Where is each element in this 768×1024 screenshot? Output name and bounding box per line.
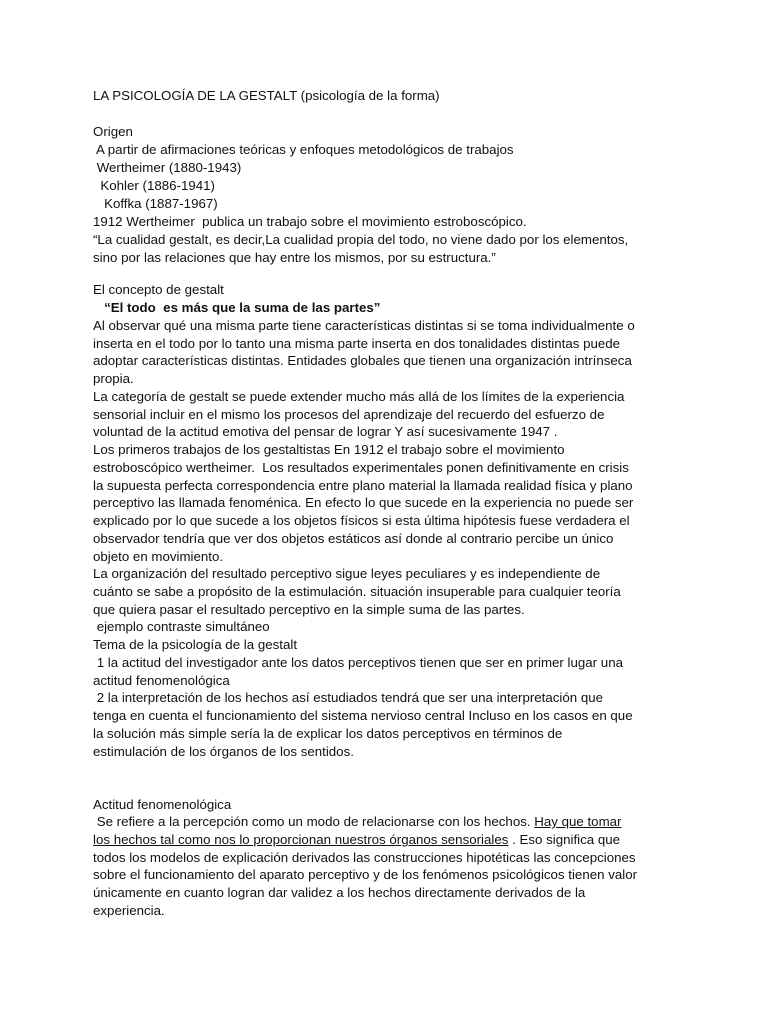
paragraph-line: inserta en el todo por lo tanto una misma parte inserta en dos tonalidades distintas puede	[93, 336, 621, 351]
paragraph-line: observador tendría que ver dos objetos estáticos así donde al contrario percibe un único	[93, 531, 614, 546]
paragraph-line: La organización del resultado perceptivo sigue leyes peculiares y es independiente de	[93, 566, 601, 581]
paragraph-line: experiencia.	[93, 903, 165, 918]
paragraph-line: objeto en movimiento.	[93, 549, 224, 564]
paragraph-line: estimulación de los órganos de los sentidos.	[93, 744, 354, 759]
paragraph-line: sobre el funcionamiento del aparato perceptivo y de los fenómenos psicológicos tienen valor	[93, 867, 638, 882]
paragraph-line: tenga en cuenta el funcionamiento del sistema nervioso central Incluso en los casos en que	[93, 708, 633, 723]
underlined-text: Hay que tomar	[534, 814, 622, 829]
paragraph-line: que quiera pasar el resultado perceptivo en la simple suma de las partes.	[93, 602, 525, 617]
section-heading-origen: Origen	[93, 124, 133, 139]
paragraph-line: Los primeros trabajos de los gestaltistas En 1912 el trabajo sobre el movimiento	[93, 442, 565, 457]
paragraph-line: La categoría de gestalt se puede extender mucho más allá de los límites de la experiencia	[93, 389, 625, 404]
bold-quote: “El todo es más que la suma de las partes”	[93, 300, 381, 315]
paragraph-line: únicamente en cuanto logran dar validez a los hechos directamente derivados de la	[93, 885, 586, 900]
paragraph-line: adoptar características distintas. Entidades globales que tienen una organización intrínseca	[93, 353, 632, 368]
paragraph-line: Kohler (1886-1941)	[93, 178, 215, 193]
paragraph-text: Se refiere a la percepción como un modo de relacionarse con los hechos.	[93, 814, 535, 829]
paragraph-line: cuánto se sabe a propósito de la estimulación. situación insuperable para cualquier teoría	[93, 584, 621, 599]
paragraph-line	[93, 831, 620, 849]
paragraph-line: todos los modelos de explicación derivados las construcciones hipotéticas las concepciones	[93, 850, 636, 865]
paragraph-line: estroboscópico wertheimer. Los resultados experimentales ponen definitivamente en crisis	[93, 460, 629, 475]
paragraph-line: Wertheimer (1880-1943)	[93, 160, 242, 175]
paragraph-line: actitud fenomenológica	[93, 673, 230, 688]
paragraph-line: sino por las relaciones que hay entre los mismos, por su estructura.”	[93, 250, 496, 265]
paragraph-text: . Eso significa que	[508, 832, 621, 847]
section-heading-concepto: El concepto de gestalt	[93, 282, 224, 297]
underlined-text: los hechos tal como nos lo proporcionan nuestros órganos sensoriales	[93, 832, 509, 847]
paragraph-line: 2 la interpretación de los hechos así estudiados tendrá que ser una interpretación que	[93, 690, 604, 705]
paragraph-line: Koffka (1887-1967)	[93, 196, 218, 211]
paragraph-line: sensorial incluir en el mismo los procesos del aprendizaje del recuerdo del esfuerzo de	[93, 407, 605, 422]
document-title: LA PSICOLOGÍA DE LA GESTALT (psicología de la forma)	[93, 88, 440, 103]
paragraph-line: 1912 Wertheimer publica un trabajo sobre el movimiento estroboscópico.	[93, 214, 527, 229]
paragraph-line: explicado por lo que sucede a los objetos físicos si esta última hipótesis fuese verdadera el	[93, 513, 630, 528]
paragraph-line: perceptivo las llamada fenoménica. En efecto lo que sucede en la experiencia no puede ser	[93, 495, 634, 510]
paragraph-line: propia.	[93, 371, 134, 386]
paragraph-line: A partir de afirmaciones teóricas y enfoques metodológicos de trabajos	[93, 142, 514, 157]
paragraph-line: Al observar qué una misma parte tiene características distintas si se toma individualmente o	[93, 318, 635, 333]
paragraph-line: ejemplo contraste simultáneo	[93, 619, 270, 634]
paragraph-line: la supuesta perfecta correspondencia entre plano material la llamada realidad física y plano	[93, 478, 633, 493]
paragraph-line: 1 la actitud del investigador ante los datos perceptivos tienen que ser en primer lugar una	[93, 655, 623, 670]
paragraph-line: “La cualidad gestalt, es decir,La cualidad propia del todo, no viene dado por los elementos,	[93, 232, 629, 247]
paragraph-line	[93, 813, 621, 831]
paragraph-line: la solución más simple sería la de explicar los datos perceptivos en términos de	[93, 726, 563, 741]
paragraph-line: Tema de la psicología de la gestalt	[93, 637, 298, 652]
section-heading-actitud: Actitud fenomenológica	[93, 797, 232, 812]
paragraph-line: voluntad de la actitud emotiva del pensar de lograr Y así sucesivamente 1947 .	[93, 424, 558, 439]
